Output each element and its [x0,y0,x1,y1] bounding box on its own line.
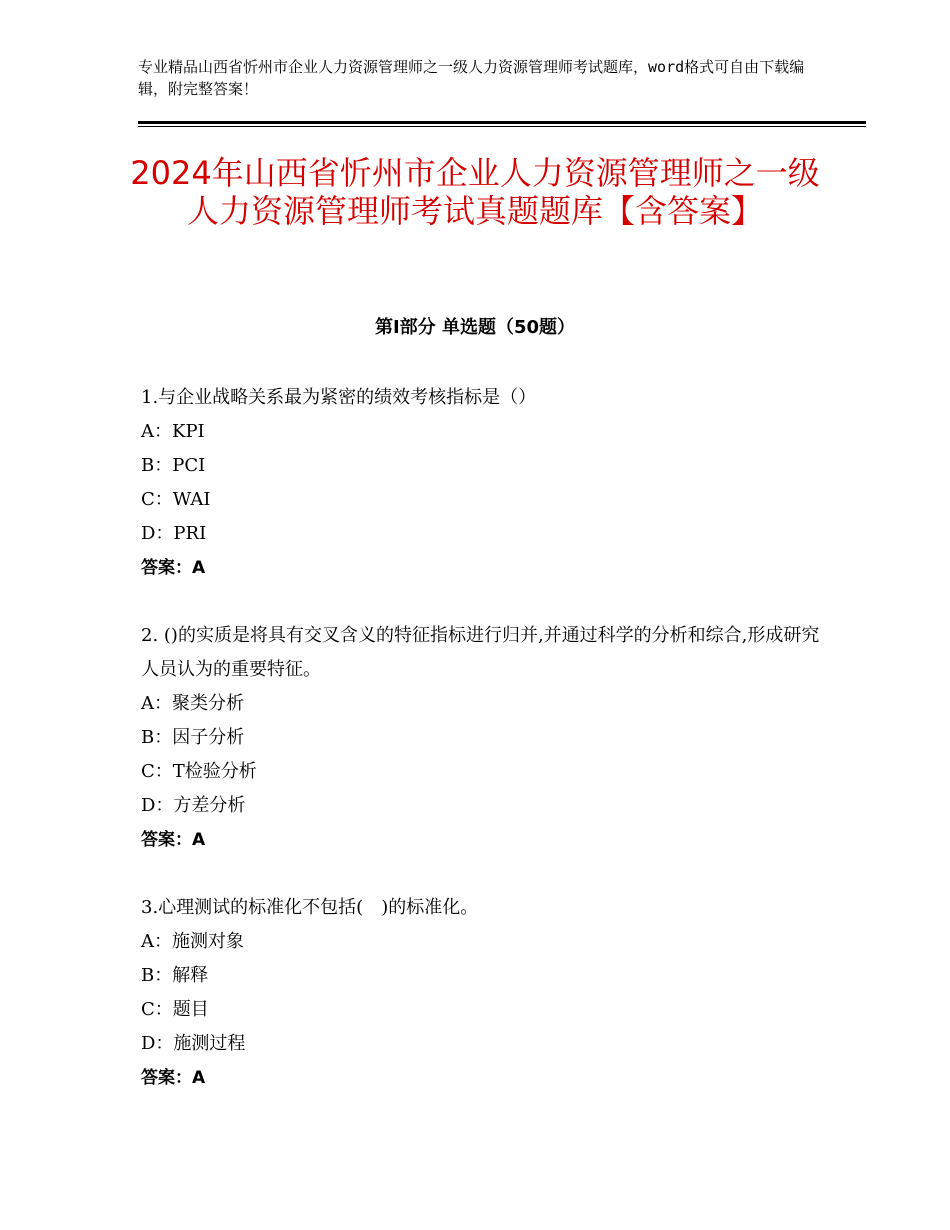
question-3 [141,891,821,1095]
option-c: C：WAI [141,489,211,510]
option-b: B：因子分析 [141,727,245,748]
header-divider-thick [138,121,866,124]
option-a: A：施测对象 [141,931,244,952]
option-a: A：聚类分析 [141,693,244,714]
question-text: 2. ()的实质是将具有交叉含义的特征指标进行归并,并通过科学的分析和综合,形成研究人员认为的重要特征。 [141,625,820,680]
question-text: 1.与企业战略关系最为紧密的绩效考核指标是（） [141,387,537,408]
option-c: C：T检验分析 [141,761,257,782]
question-list [141,381,821,1129]
question-text: 3.心理测试的标准化不包括( )的标准化。 [141,897,479,918]
header-note: 专业精品山西省忻州市企业人力资源管理师之一级人力资源管理师考试题库，word格式可自由下载编辑，附完整答案！ [138,58,805,98]
option-b: B：PCI [141,455,206,476]
section-title: 第Ⅰ部分 单选题（50题） [374,317,575,338]
answer: 答案：A [141,558,206,578]
option-d: D：方差分析 [141,795,246,816]
option-d: D：施测过程 [141,1033,246,1054]
header-divider-thin [138,126,866,127]
option-d: D：PRI [141,523,207,544]
question-2 [141,619,821,857]
answer: 答案：A [141,830,206,850]
option-c: C：题目 [141,999,209,1020]
document-title: 2024年山西省忻州市企业人力资源管理师之一级人力资源管理师考试真题题库【含答案】 [130,154,820,230]
answer: 答案：A [141,1068,206,1088]
option-b: B：解释 [141,965,209,986]
question-1 [141,381,821,585]
option-a: A：KPI [141,421,205,442]
